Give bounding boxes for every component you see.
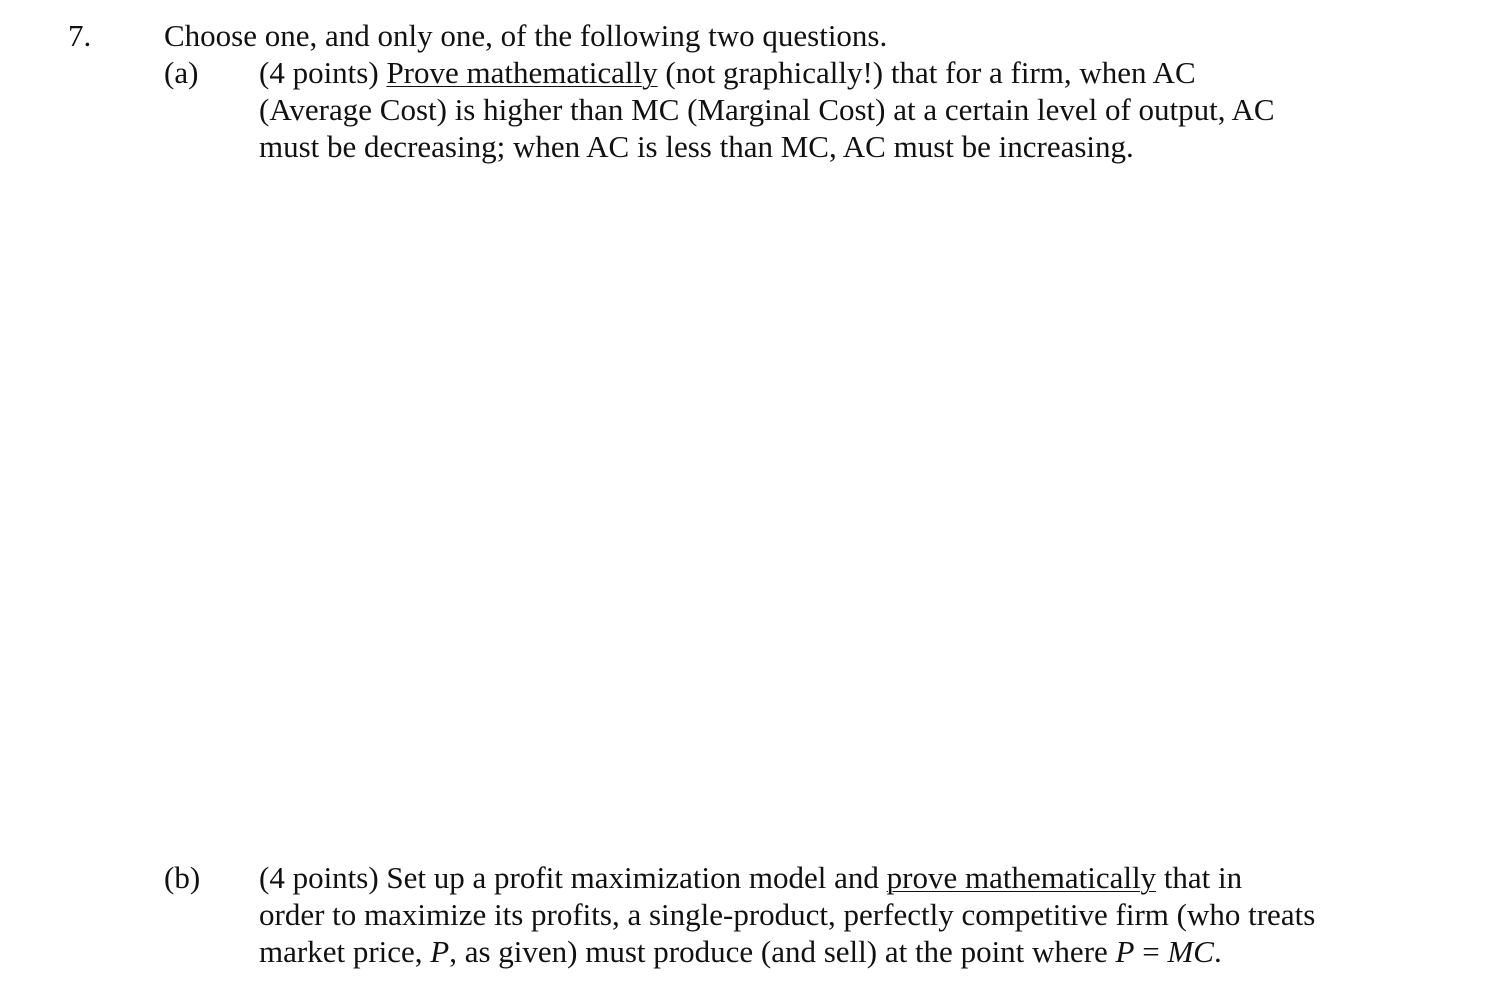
question-number: 7. [68, 18, 92, 53]
part-b-line-1-start: (4 points) Set up a profit maximization model and [259, 860, 887, 895]
final-period: . [1213, 934, 1222, 969]
part-a-points: (4 points) [259, 55, 387, 90]
part-b-line-2: order to maximize its profits, a single-product, perfectly competitive firm (who treats [259, 897, 1316, 932]
part-b-text [259, 859, 1359, 970]
question-instruction: Choose one, and only one, of the following two questions. [164, 18, 888, 53]
part-b-label: (b) [164, 860, 201, 895]
part-a-text [259, 54, 1359, 165]
price-variable-2: P [1115, 934, 1135, 969]
price-variable: P [430, 934, 450, 969]
equals-sign: = [1134, 934, 1168, 969]
part-a-line-2: (Average Cost) is higher than MC (Marginal Cost) at a certain level of output, AC [259, 92, 1275, 127]
part-b-line-1-rest: that in [1156, 860, 1243, 895]
part-b-underlined-phrase: prove mathematically [886, 860, 1157, 895]
part-a-line-1 [259, 54, 1359, 91]
part-b-line-3-start: market price, [259, 934, 431, 969]
part-a-label: (a) [164, 55, 199, 90]
part-a-underlined-phrase: Prove mathematically [386, 55, 658, 90]
part-b-line-3 [259, 933, 1359, 970]
marginal-cost-variable: MC [1167, 934, 1214, 969]
part-a-line-3: must be decreasing; when AC is less than MC, AC must be increasing. [259, 129, 1134, 164]
part-a-line-1-rest: (not graphically!) that for a firm, when AC [657, 55, 1196, 90]
part-b-line-1 [259, 859, 1359, 896]
part-b-line-3-mid: , as given) must produce (and sell) at the point where [449, 934, 1116, 969]
